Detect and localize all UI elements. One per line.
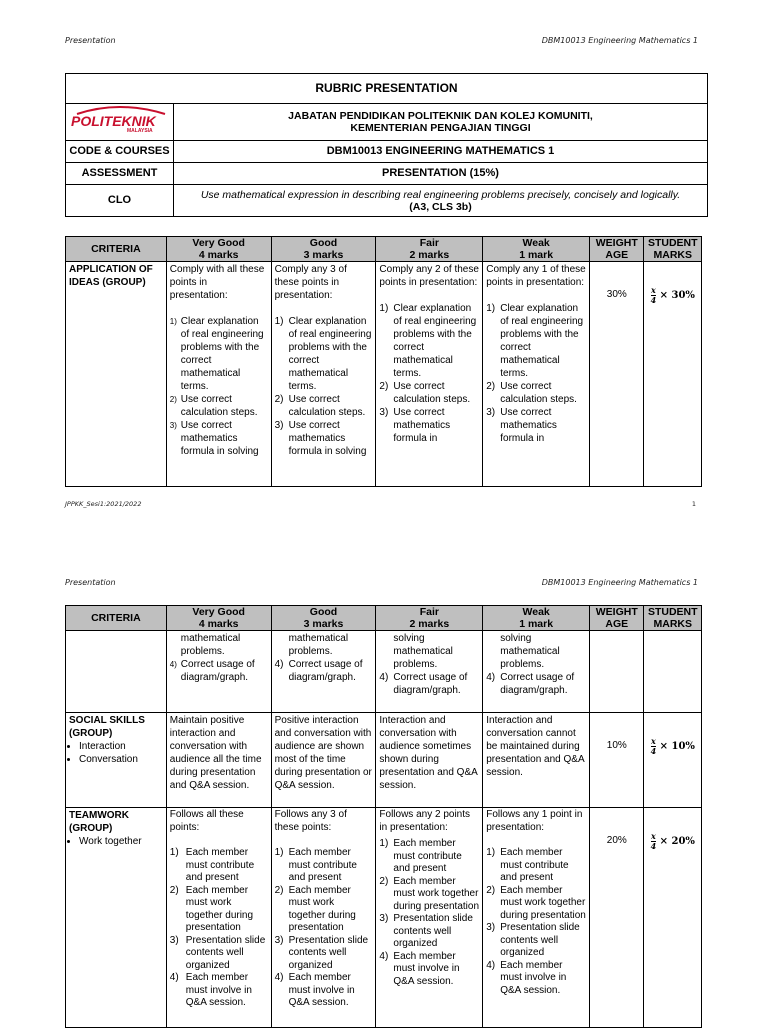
col-criteria: CRITERIA (66, 606, 167, 631)
col-weak (483, 237, 590, 262)
department (174, 104, 708, 141)
list-item: 3) Use correct mathematics formula in solving (169, 420, 259, 457)
list-item: 1) Each member must contribute and present (379, 838, 462, 874)
list-item: 2) Each member must work together during presentation (274, 884, 356, 933)
assessment-value: PRESENTATION (15%) (174, 163, 708, 185)
list-item: 3) Use correct mathematics formula in (379, 407, 451, 444)
weak-label: Weak (522, 606, 550, 618)
application-g-intro: Comply any 3 of these points in presentation: (274, 264, 347, 301)
formula-tail: × 30% (659, 290, 695, 301)
clo-cell (174, 185, 708, 217)
empty-criteria (66, 631, 167, 713)
weightage-label-1: WEIGHT (595, 237, 638, 249)
social-bullet-2: • Conversation (79, 753, 163, 766)
social-weightage: 10% (590, 713, 644, 808)
list-item: 1) Clear explanation of real engineering problems with the correct mathematical terms. (169, 316, 264, 392)
list-item: 4) Correct usage of diagram/graph. (169, 659, 255, 683)
teamwork-very-good (166, 808, 271, 1028)
list-item: 3) Presentation slide contents well organized (274, 934, 369, 971)
list-item: mathematical problems. (288, 633, 349, 657)
logo-wordmark: POLITEKNIK (70, 113, 156, 129)
application-criteria: APPLICATION OF IDEAS (GROUP) (66, 262, 167, 487)
col-weak (483, 606, 590, 631)
dept-line-2: KEMENTERIAN PENGAJIAN TINGGI (350, 122, 531, 134)
list-item: 4) Each member must involve in Q&A session. (274, 972, 355, 1008)
application-w-intro: Comply any 1 of these points in presentation: (486, 264, 586, 288)
application-weak (483, 262, 590, 487)
fraction: $\frac{x}{4}$ (650, 285, 657, 305)
fair-marks: 2 marks (409, 618, 450, 630)
header-right: DBM10013 Engineering Mathematics 1 (541, 578, 698, 587)
application-weak-cont (483, 631, 590, 713)
fair-marks: 2 marks (409, 249, 450, 261)
application-fair-cont (376, 631, 483, 713)
list-item: 2) Use correct calculation steps. (169, 394, 258, 418)
application-weightage: 30% (590, 262, 644, 487)
col-very-good (166, 606, 271, 631)
list-item: 1) Each member must contribute and present (486, 847, 569, 883)
clo-code: (A3, CLS 3b) (409, 200, 472, 213)
teamwork-bullet-1: • Work together (79, 835, 163, 848)
weightage-label-2: AGE (605, 249, 629, 261)
social-skills-row (66, 713, 702, 808)
social-good: Positive interaction and conversation with audience are shown most of the time during presentation or Q&A session. (271, 713, 376, 808)
list-item: 3) Use correct mathematics formula in solving (274, 420, 367, 457)
list-item: 2) Use correct calculation steps. (379, 381, 471, 405)
good-marks: 3 marks (303, 249, 344, 261)
list-item: 1) Clear explanation of real engineering problems with the correct mathematical terms. (486, 303, 584, 379)
social-criteria-title: SOCIAL SKILLS (GROUP) (69, 715, 145, 739)
col-student-marks (644, 606, 702, 631)
list-item: 2) Use correct calculation steps. (486, 381, 577, 405)
application-good (271, 262, 376, 487)
application-row (66, 262, 702, 487)
application-good-cont (271, 631, 376, 713)
list-item: 2) Each member must work together during presentation (379, 875, 480, 912)
teamwork-row (66, 808, 702, 1028)
header-left: Presentation (65, 36, 116, 45)
social-very-good: Maintain positive interaction and conversation with audience all the time during presentation and Q&A session. (166, 713, 271, 808)
politeknik-logo (69, 106, 171, 134)
good-marks: 3 marks (303, 618, 344, 630)
col-criteria: CRITERIA (66, 237, 167, 262)
col-good (271, 606, 376, 631)
social-weak: Interaction and conversation cannot be maintained during presentation and Q&A session. (483, 713, 590, 808)
col-very-good (166, 237, 271, 262)
list-item: 4) Correct usage of diagram/graph. (274, 659, 363, 683)
list-item: 4) Each member must involve in Q&A session. (169, 972, 252, 1008)
social-criteria (66, 713, 167, 808)
formula-tail: × 10% (659, 741, 695, 752)
course-info-table (65, 73, 708, 217)
list-item: 3) Presentation slide contents well organized (379, 913, 473, 949)
very-good-label: Very Good (192, 237, 245, 249)
list-item: solving mathematical problems. (500, 633, 560, 670)
weak-marks: 1 mark (519, 249, 554, 261)
good-label: Good (309, 606, 338, 618)
teamwork-weak (483, 808, 590, 1028)
list-item: 1) Clear explanation of real engineering problems with the correct mathematical terms. (379, 303, 477, 379)
teamwork-f-intro: Follows any 2 points in presentation: (379, 809, 471, 833)
fair-label: Fair (419, 606, 439, 618)
col-weightage (590, 237, 644, 262)
formula-tail: × 20% (659, 836, 695, 847)
list-item: mathematical problems. (180, 633, 241, 657)
very-good-marks: 4 marks (198, 618, 239, 630)
list-item: solving mathematical problems. (393, 633, 453, 670)
application-vg-intro: Comply with all these points in presentation: (169, 264, 265, 301)
social-fair: Interaction and conversation with audience sometimes shown during presentation and Q&A session. (376, 713, 483, 808)
fair-label: Fair (419, 237, 439, 249)
very-good-label: Very Good (192, 606, 245, 618)
empty-student-marks (644, 631, 702, 713)
teamwork-good (271, 808, 376, 1028)
col-fair (376, 237, 483, 262)
list-item: 4) Correct usage of diagram/graph. (486, 672, 575, 696)
application-continuation-row (66, 631, 702, 713)
student-marks-label-1: STUDENT (647, 606, 698, 618)
list-item: 4) Each member must involve in Q&A session. (486, 959, 567, 996)
footer-left: JPPKK_Sesi1:2021/2022 (65, 500, 142, 508)
application-fair (376, 262, 483, 487)
header-left: Presentation (65, 578, 116, 587)
list-item: 4) Each member must involve in Q&A session. (379, 950, 460, 987)
teamwork-criteria (66, 808, 167, 1028)
teamwork-formula (644, 808, 702, 1028)
rubric-header-row (66, 606, 702, 631)
logo-subtext: MALAYSIA (126, 128, 153, 134)
list-item: 4) Correct usage of diagram/graph. (379, 672, 468, 696)
teamwork-vg-intro: Follows all these points: (169, 809, 244, 833)
good-label: Good (309, 237, 338, 249)
empty-weightage (590, 631, 644, 713)
list-item: 2) Each member must work together during presentation (486, 884, 586, 921)
col-weightage (590, 606, 644, 631)
rubric-table-page-1 (65, 236, 702, 487)
col-fair (376, 606, 483, 631)
code-value: DBM10013 ENGINEERING MATHEMATICS 1 (174, 141, 708, 163)
clo-label: CLO (66, 185, 174, 217)
list-item: 3) Presentation slide contents well organized (169, 934, 266, 971)
teamwork-w-intro: Follows any 1 point in presentation: (486, 809, 583, 833)
fraction: $\frac{x}{4}$ (650, 831, 657, 851)
page-2 (0, 560, 768, 1024)
application-f-intro: Comply any 2 of these points in presentation: (379, 264, 479, 288)
list-item: 1) Clear explanation of real engineering problems with the correct mathematical terms. (274, 316, 372, 392)
weightage-label-2: AGE (605, 618, 629, 630)
col-student-marks (644, 237, 702, 262)
list-item: 2) Use correct calculation steps. (274, 394, 366, 418)
clo-text: Use mathematical expression in describing real engineering problems precisely, concisely and logically. (200, 188, 681, 201)
rubric-table-page-2 (65, 605, 702, 1028)
very-good-marks: 4 marks (198, 249, 239, 261)
social-bullet-1: • Interaction (79, 740, 163, 753)
header-right: DBM10013 Engineering Mathematics 1 (541, 36, 698, 45)
col-good (271, 237, 376, 262)
teamwork-fair (376, 808, 483, 1028)
weightage-label-1: WEIGHT (595, 606, 638, 618)
rubric-header-row (66, 237, 702, 262)
dept-line-1: JABATAN PENDIDIKAN POLITEKNIK DAN KOLEJ KOMUNITI, (288, 110, 593, 122)
footer-page-number: 1 (691, 500, 696, 508)
list-item: 1) Each member must contribute and present (169, 847, 255, 883)
application-formula (644, 262, 702, 487)
teamwork-weightage: 20% (590, 808, 644, 1028)
fraction: $\frac{x}{4}$ (650, 736, 657, 756)
teamwork-criteria-title: TEAMWORK (GROUP) (69, 810, 129, 834)
rubric-title: RUBRIC PRESENTATION (66, 74, 708, 104)
list-item: 1) Each member must contribute and present (274, 847, 357, 883)
page-separator (0, 520, 768, 560)
assessment-label: ASSESSMENT (66, 163, 174, 185)
student-marks-label-2: MARKS (653, 249, 692, 261)
list-item: 3) Use correct mathematics formula in (486, 407, 557, 444)
student-marks-label-2: MARKS (653, 618, 692, 630)
weak-label: Weak (522, 237, 550, 249)
weak-marks: 1 mark (519, 618, 554, 630)
list-item: 3) Presentation slide contents well organized (486, 922, 580, 958)
code-label: CODE & COURSES (66, 141, 174, 163)
application-very-good-cont (166, 631, 271, 713)
student-marks-label-1: STUDENT (647, 237, 698, 249)
logo-cell (66, 104, 174, 141)
application-very-good (166, 262, 271, 487)
list-item: 2) Each member must work together during presentation (169, 884, 254, 933)
social-formula (644, 713, 702, 808)
teamwork-g-intro: Follows any 3 of these points: (274, 809, 347, 833)
